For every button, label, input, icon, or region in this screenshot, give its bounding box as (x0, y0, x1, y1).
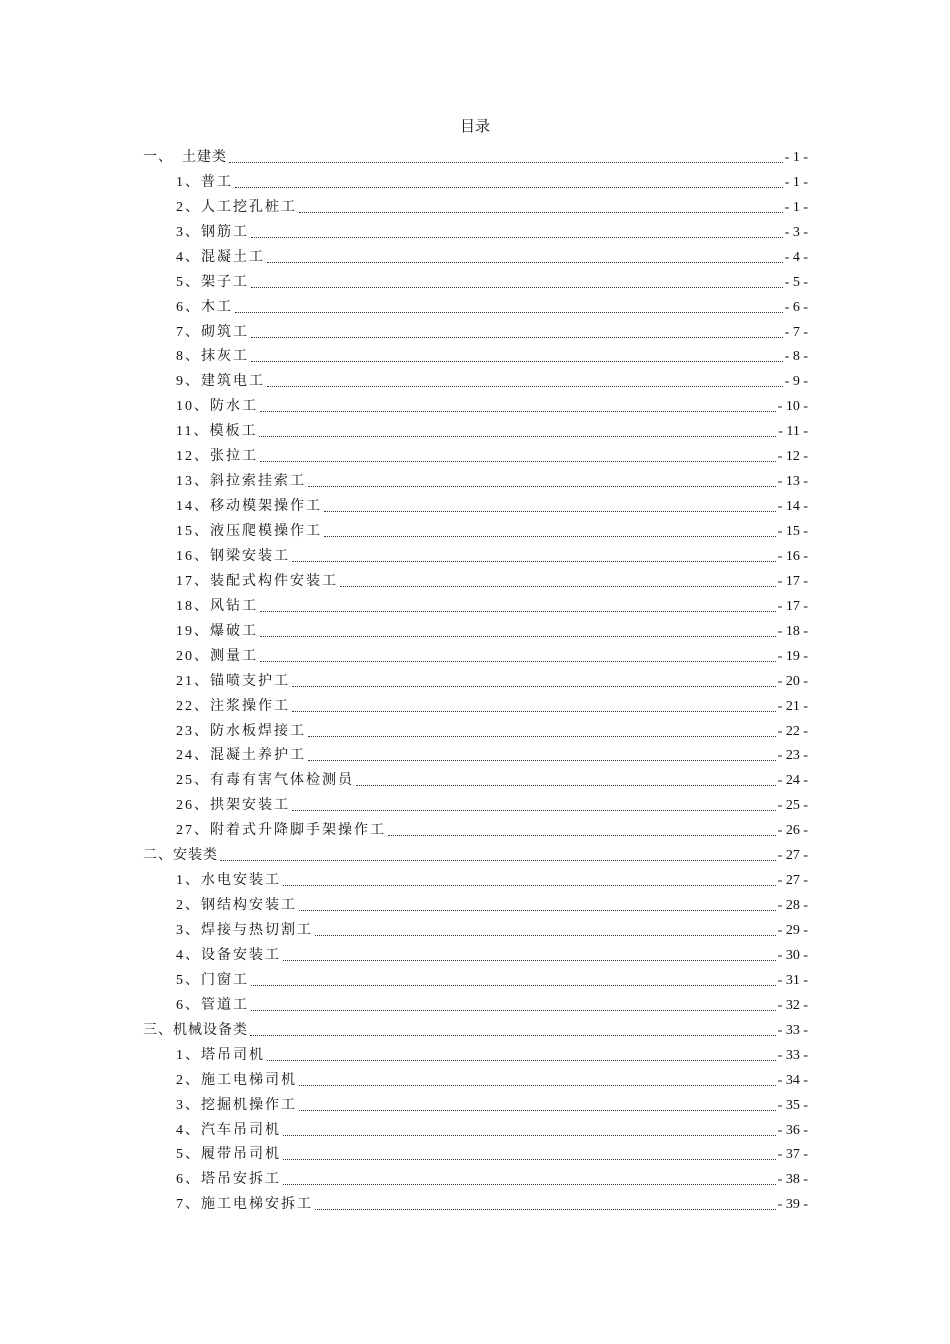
dot-leader (220, 860, 776, 861)
dot-leader (308, 760, 776, 761)
toc-entry-page-number: - 28 - (777, 898, 808, 914)
dot-leader (267, 262, 783, 263)
toc-entry[interactable] (143, 941, 808, 966)
toc-entry-label: 7、施工电梯安拆工 (176, 1197, 313, 1213)
toc-entry-page-number: - 15 - (777, 524, 808, 539)
toc-entry-label: 6、管道工 (176, 997, 249, 1013)
dot-leader (251, 985, 776, 986)
dot-leader (315, 1209, 776, 1210)
toc-entry-label: 一、 土建类 (143, 149, 227, 165)
toc-entry[interactable] (143, 1165, 808, 1190)
dot-leader (260, 611, 776, 612)
toc-entry-label: 5、架子工 (176, 274, 249, 290)
toc-entry-label: 8、抹灰工 (176, 349, 249, 365)
dot-leader (283, 885, 776, 886)
toc-entry-label: 1、普工 (176, 174, 233, 190)
toc-entry[interactable] (143, 966, 808, 991)
toc-entry-label: 18、风钻工 (176, 598, 258, 614)
toc-entry[interactable] (143, 1091, 808, 1116)
toc-entry-page-number: - 10 - (777, 399, 808, 415)
toc-entry-label: 7、砌筑工 (176, 324, 249, 340)
toc-entry[interactable] (143, 667, 808, 692)
toc-entry-label: 5、履带吊司机 (176, 1147, 281, 1163)
toc-entry-label: 25、有毒有害气体检测员 (176, 773, 354, 789)
dot-leader (267, 1060, 776, 1061)
toc-entry-label: 14、移动模架操作工 (176, 499, 322, 515)
toc-entry-page-number: - 4 - (784, 249, 808, 265)
toc-section-entry[interactable] (143, 143, 808, 168)
dot-leader (292, 561, 776, 562)
dot-leader (308, 486, 776, 487)
toc-entry-page-number: - 7 - (784, 324, 808, 340)
dot-leader (324, 536, 776, 537)
toc-entry[interactable] (143, 367, 808, 392)
toc-entry-label: 3、焊接与热切割工 (176, 923, 313, 938)
toc-entry-page-number: - 17 - (777, 573, 808, 589)
toc-entry-page-number: - 21 - (777, 698, 808, 714)
toc-entry[interactable] (143, 1141, 808, 1166)
toc-entry[interactable] (143, 293, 808, 318)
toc-entry-page-number: - 34 - (777, 1072, 808, 1088)
toc-entry-page-number: - 26 - (777, 823, 808, 839)
toc-entry-page-number: - 23 - (777, 748, 808, 764)
toc-entry-page-number: - 1 - (784, 149, 808, 165)
toc-entry-label: 26、拱架安装工 (176, 798, 290, 814)
dot-leader (283, 1184, 776, 1185)
toc-entry-page-number: - 14 - (777, 499, 808, 515)
toc-entry[interactable] (143, 392, 808, 417)
toc-entry-page-number: - 35 - (777, 1097, 808, 1113)
toc-entry[interactable] (143, 417, 808, 442)
dot-leader (251, 361, 783, 362)
toc-entry[interactable] (143, 791, 808, 816)
toc-entry[interactable] (143, 816, 808, 841)
toc-entry[interactable] (143, 766, 808, 791)
toc-entry-label: 1、水电安装工 (176, 873, 281, 889)
toc-entry-label: 15、液压爬模操作工 (176, 524, 322, 539)
toc-entry-page-number: - 9 - (784, 374, 808, 390)
toc-entry[interactable] (143, 318, 808, 343)
dot-leader (260, 411, 776, 412)
toc-entry[interactable] (143, 492, 808, 517)
toc-entry-label: 1、塔吊司机 (176, 1047, 265, 1063)
toc-entry[interactable] (143, 193, 808, 218)
dot-leader (260, 636, 776, 637)
toc-entry-page-number: - 11 - (778, 424, 808, 440)
toc-entry-label: 9、建筑电工 (176, 374, 265, 390)
dot-leader (267, 386, 783, 387)
dot-leader (283, 960, 776, 961)
toc-entry[interactable] (143, 1190, 808, 1215)
dot-leader (235, 312, 783, 313)
toc-entry[interactable] (143, 517, 808, 542)
toc-entry[interactable] (143, 1116, 808, 1141)
toc-entry-page-number: - 33 - (777, 1047, 808, 1063)
dot-leader (356, 785, 776, 786)
toc-entry-label: 3、挖掘机操作工 (176, 1097, 297, 1113)
dot-leader (235, 187, 783, 188)
toc-entry-label: 17、装配式构件安装工 (176, 573, 338, 589)
toc-entry-page-number: - 13 - (777, 474, 808, 490)
toc-entry-page-number: - 1 - (784, 199, 808, 215)
toc-entry-label: 4、设备安装工 (176, 947, 281, 963)
toc-entry-page-number: - 1 - (784, 174, 808, 190)
toc-entry-page-number: - 27 - (777, 873, 808, 889)
dot-leader (324, 511, 776, 512)
toc-entry[interactable] (143, 243, 808, 268)
toc-entry-label: 5、门窗工 (176, 972, 249, 988)
dot-leader (260, 461, 776, 462)
toc-entry-page-number: - 27 - (777, 848, 808, 864)
toc-entry-page-number: - 32 - (777, 997, 808, 1013)
toc-entry[interactable] (143, 343, 808, 368)
toc-entry-page-number: - 25 - (777, 798, 808, 814)
toc-entry-page-number: - 31 - (777, 972, 808, 988)
dot-leader (299, 910, 776, 911)
dot-leader (229, 162, 783, 163)
toc-entry-page-number: - 3 - (784, 224, 808, 240)
toc-entry-label: 24、混凝土养护工 (176, 748, 306, 764)
toc-entry-label: 21、锚喷支护工 (176, 673, 290, 689)
toc-entry-label: 10、防水工 (176, 399, 258, 415)
toc-entry-label: 19、爆破工 (176, 623, 258, 639)
toc-entry-page-number: - 24 - (777, 773, 808, 789)
toc-entry[interactable] (143, 866, 808, 891)
toc-entry-label: 三、机械设备类 (143, 1022, 248, 1038)
toc-entry-page-number: - 20 - (777, 673, 808, 689)
toc-entry-label: 12、张拉工 (176, 449, 258, 465)
dot-leader (308, 736, 776, 737)
toc-entry-label: 27、附着式升降脚手架操作工 (176, 823, 386, 839)
toc-entry-page-number: - 19 - (777, 648, 808, 664)
toc-entry[interactable] (143, 467, 808, 492)
dot-leader (250, 1035, 776, 1036)
toc-entry-label: 4、混凝土工 (176, 249, 265, 265)
toc-entry-page-number: - 22 - (777, 723, 808, 739)
toc-title: 目录 (459, 119, 490, 135)
toc-entry-label: 13、斜拉索挂索工 (176, 474, 306, 490)
toc-entry-page-number: - 38 - (777, 1172, 808, 1188)
dot-leader (260, 661, 776, 662)
toc-entry-page-number: - 29 - (777, 923, 808, 938)
toc-section-entry[interactable] (143, 1016, 808, 1041)
toc-entry[interactable] (143, 442, 808, 467)
toc-entry-label: 22、注浆操作工 (176, 698, 290, 714)
toc-section-entry[interactable] (143, 841, 808, 866)
toc-entry-label: 2、钢结构安装工 (176, 898, 297, 914)
toc-entry-label: 2、施工电梯司机 (176, 1072, 297, 1088)
toc-entry-page-number: - 18 - (777, 623, 808, 639)
toc-entry-page-number: - 17 - (777, 598, 808, 614)
toc-entry[interactable] (143, 891, 808, 916)
dot-leader (251, 337, 783, 338)
dot-leader (251, 237, 783, 238)
toc-entry-page-number: - 33 - (777, 1022, 808, 1038)
dot-leader (292, 686, 776, 687)
toc-entry[interactable] (143, 1066, 808, 1091)
toc-entry[interactable] (143, 642, 808, 667)
dot-leader (315, 935, 776, 936)
toc-entry-label: 6、木工 (176, 299, 233, 315)
toc-list (143, 143, 808, 1215)
toc-entry-label: 6、塔吊安拆工 (176, 1172, 281, 1188)
toc-entry[interactable] (143, 1041, 808, 1066)
dot-leader (292, 711, 776, 712)
toc-entry[interactable] (143, 268, 808, 293)
toc-entry-page-number: - 36 - (777, 1122, 808, 1138)
toc-entry-page-number: - 39 - (777, 1197, 808, 1213)
toc-entry-page-number: - 30 - (777, 947, 808, 963)
toc-entry[interactable] (143, 717, 808, 742)
toc-entry[interactable] (143, 916, 808, 941)
dot-leader (292, 810, 776, 811)
toc-entry[interactable] (143, 567, 808, 592)
toc-entry-page-number: - 16 - (777, 548, 808, 564)
dot-leader (299, 1085, 776, 1086)
dot-leader (299, 212, 783, 213)
toc-entry-label: 3、钢筋工 (176, 224, 249, 240)
toc-entry-label: 2、人工挖孔桩工 (176, 199, 297, 215)
toc-entry-label: 4、汽车吊司机 (176, 1122, 281, 1138)
toc-entry[interactable] (143, 542, 808, 567)
dot-leader (283, 1135, 776, 1136)
toc-entry[interactable] (143, 617, 808, 642)
toc-entry-page-number: - 6 - (784, 299, 808, 315)
toc-entry[interactable] (143, 742, 808, 767)
dot-leader (251, 287, 783, 288)
toc-entry[interactable] (143, 218, 808, 243)
toc-entry[interactable] (143, 168, 808, 193)
toc-entry-page-number: - 12 - (777, 449, 808, 465)
dot-leader (299, 1110, 776, 1111)
toc-entry[interactable] (143, 991, 808, 1016)
toc-entry[interactable] (143, 592, 808, 617)
toc-entry-label: 23、防水板焊接工 (176, 723, 306, 739)
dot-leader (388, 835, 776, 836)
dot-leader (283, 1159, 776, 1160)
toc-entry-label: 16、钢梁安装工 (176, 548, 290, 564)
dot-leader (259, 436, 776, 437)
dot-leader (340, 586, 776, 587)
dot-leader (251, 1010, 776, 1011)
toc-entry-page-number: - 8 - (784, 349, 808, 365)
toc-entry-page-number: - 37 - (777, 1147, 808, 1163)
toc-entry-page-number: - 5 - (784, 274, 808, 290)
toc-entry-label: 11、模板工 (176, 424, 258, 440)
toc-entry-label: 20、测量工 (176, 648, 258, 664)
toc-entry[interactable] (143, 692, 808, 717)
toc-entry-label: 二、安装类 (143, 848, 218, 864)
